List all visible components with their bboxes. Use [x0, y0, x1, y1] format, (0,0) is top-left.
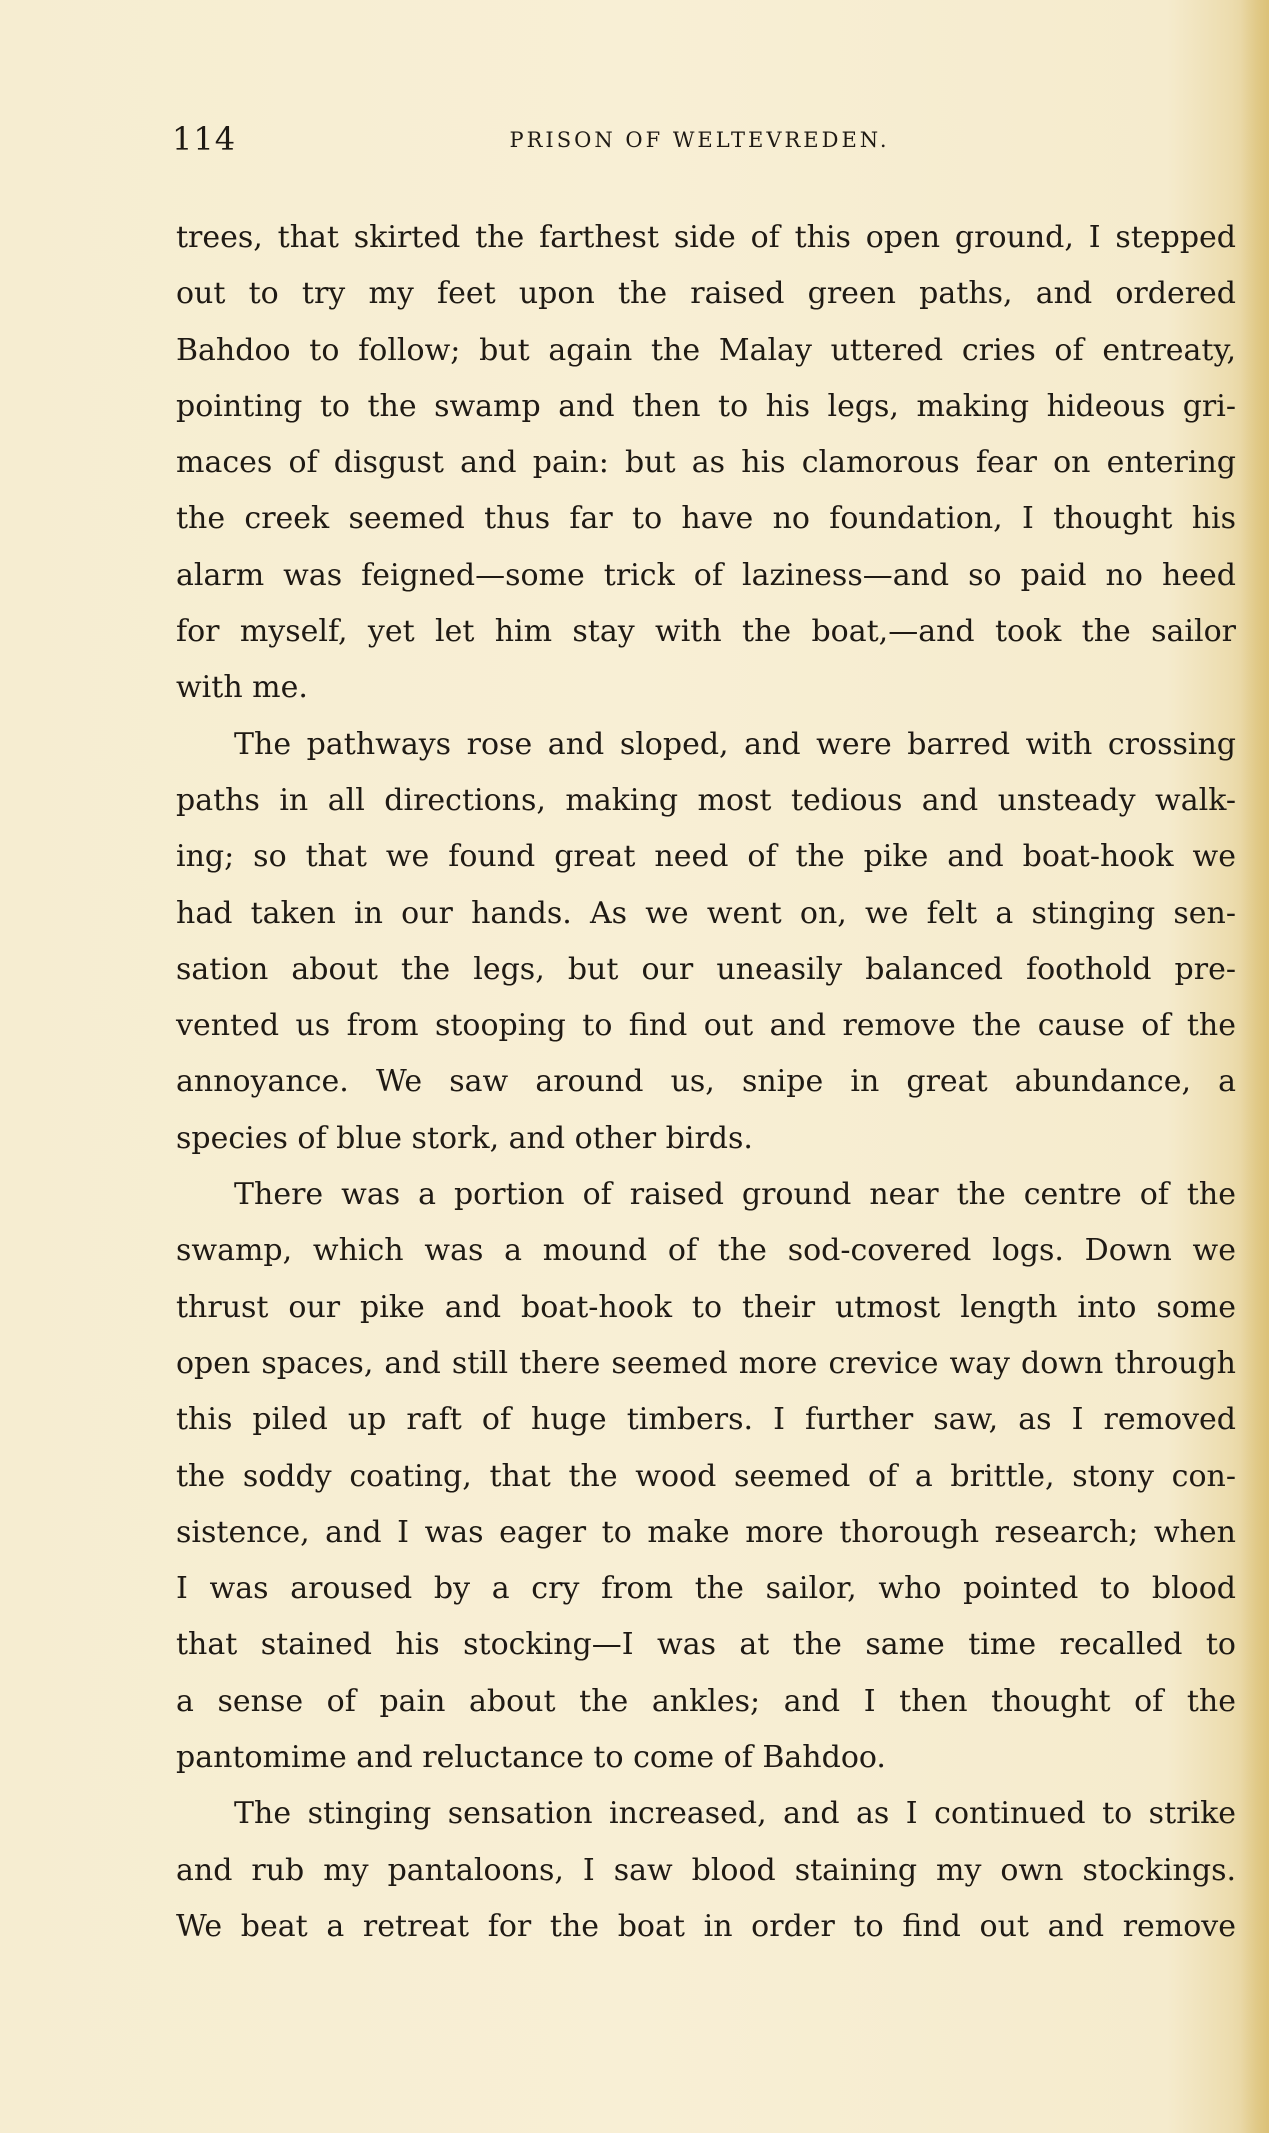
- text-line: maces of disgust and pain: but as his clamorous fear on entering: [176, 445, 1236, 481]
- text-line: that stained his stocking—I was at the same time recalled to: [176, 1627, 1236, 1663]
- text-line: sation about the legs, but our uneasily balanced foothold pre-: [176, 951, 1236, 987]
- text-line: had taken in our hands. As we went on, we felt a stinging sen-: [176, 895, 1236, 931]
- text-line: the soddy coating, that the wood seemed of a brittle, stony con-: [176, 1458, 1236, 1494]
- text-line: pointing to the swamp and then to his legs, making hideous gri-: [176, 388, 1236, 424]
- text-line: Bahdoo to follow; but again the Malay uttered cries of entreaty,: [176, 332, 1236, 368]
- text-line: sistence, and I was eager to make more thorough research; when: [176, 1514, 1236, 1550]
- running-title: PRISON OF WELTEVREDEN.: [509, 128, 890, 152]
- text-line: trees, that skirted the farthest side of this open ground, I stepped: [176, 220, 1236, 255]
- page-number: 114: [172, 120, 237, 158]
- text-line: The pathways rose and sloped, and were barred with crossing: [234, 726, 1236, 762]
- page-header: [172, 118, 1227, 168]
- text-line: annoyance. We saw around us, snipe in great abundance, a: [176, 1064, 1236, 1100]
- body-text: [176, 210, 1236, 1955]
- text-line: out to try my feet upon the raised green paths, and ordered: [176, 276, 1236, 312]
- text-line: swamp, which was a mound of the sod-covered logs. Down we: [176, 1233, 1236, 1269]
- text-line: the creek seemed thus far to have no foundation, I thought his: [176, 501, 1236, 537]
- text-line: There was a portion of raised ground near the centre of the: [234, 1177, 1236, 1213]
- text-line: this piled up raft of huge timbers. I further saw, as I removed: [176, 1402, 1236, 1438]
- text-line: ing; so that we found great need of the pike and boat-hook we: [176, 839, 1236, 875]
- text-line: pantomime and reluctance to come of Bahdoo.: [176, 1740, 886, 1776]
- text-line: species of blue stork, and other birds.: [176, 1120, 753, 1156]
- text-line: for myself, yet let him stay with the boat,—and took the sailor: [176, 614, 1236, 650]
- page-edge-shading: [1241, 0, 1269, 2133]
- text-line: thrust our pike and boat-hook to their utmost length into some: [176, 1289, 1236, 1325]
- text-line: open spaces, and still there seemed more crevice way down through: [176, 1345, 1236, 1381]
- text-line: The stinging sensation increased, and as I continued to strike: [234, 1796, 1236, 1832]
- text-line: I was aroused by a cry from the sailor, who pointed to blood: [176, 1571, 1236, 1607]
- text-line: and rub my pantaloons, I saw blood staining my own stockings.: [176, 1852, 1236, 1888]
- text-line: with me.: [176, 670, 308, 706]
- text-line: a sense of pain about the ankles; and I then thought of the: [176, 1683, 1236, 1719]
- text-line: We beat a retreat for the boat in order to find out and remove: [176, 1908, 1236, 1944]
- text-line: vented us from stooping to find out and remove the cause of the: [176, 1008, 1236, 1044]
- text-line: paths in all directions, making most tedious and unsteady walk-: [176, 782, 1236, 818]
- text-line: alarm was feigned—some trick of laziness—and so paid no heed: [176, 557, 1236, 593]
